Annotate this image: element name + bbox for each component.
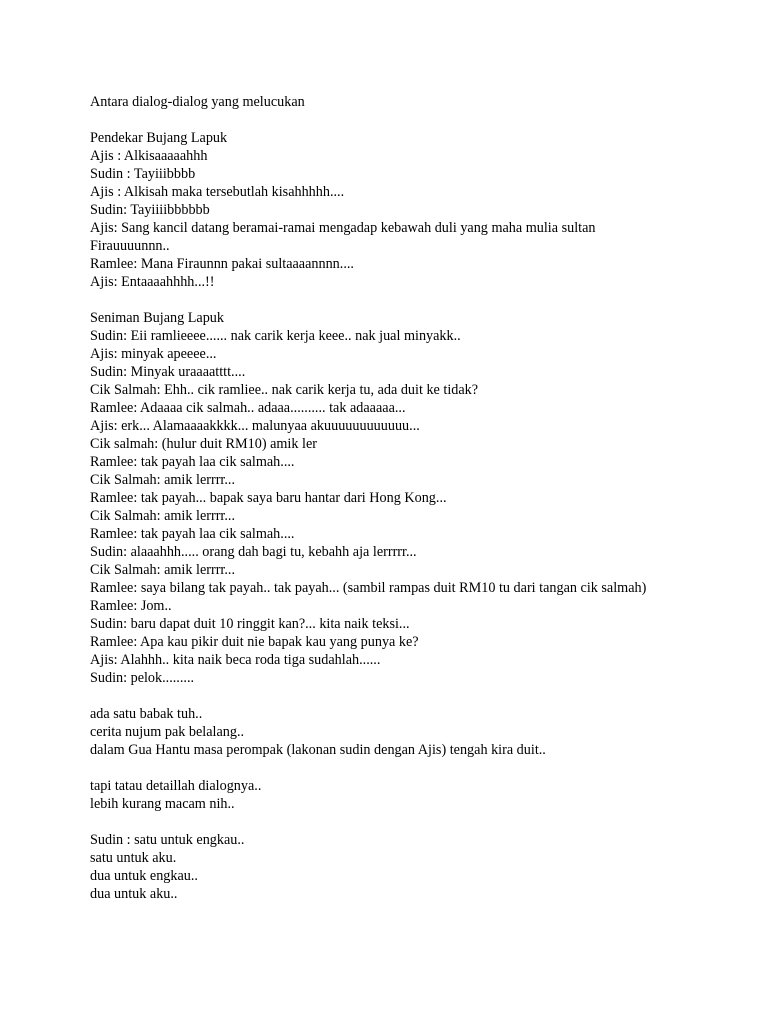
dialog-line: dua untuk aku..	[90, 886, 178, 902]
section-gua-hantu-dialog	[90, 831, 650, 903]
paragraph-gap	[90, 813, 650, 831]
dialog-line: Sudin: Eii ramlieeee...... nak carik kerja keee.. nak jual minyakk..	[90, 328, 461, 344]
dialog-line: Ajis : Alkisah maka tersebutlah kisahhhhh....	[90, 184, 345, 200]
paragraph-gap	[90, 111, 650, 129]
dialog-line: Ramlee: tak payah laa cik salmah....	[90, 526, 295, 542]
dialog-line: Ajis: minyak apeeee...	[90, 346, 217, 362]
section-pendekar-bujang-lapuk	[90, 129, 650, 291]
dialog-line: Sudin : satu untuk engkau..	[90, 832, 245, 848]
dialog-line: Ramlee: saya bilang tak payah.. tak payah... (sambil rampas duit RM10 tu dari tangan cik salmah)	[90, 580, 647, 596]
document-page	[90, 93, 650, 903]
dialog-line: Sudin: Tayiiiibbbbbb	[90, 202, 210, 218]
dialog-line: Sudin : Tayiiibbbb	[90, 166, 196, 182]
dialog-line: Ajis: Entaaaahhhh...!!	[90, 274, 215, 290]
paragraph-gap	[90, 759, 650, 777]
dialog-line: satu untuk aku.	[90, 850, 177, 866]
section-nujum-pak-belalang	[90, 705, 650, 759]
dialog-line: Ramlee: Jom..	[90, 598, 172, 614]
dialog-line: Cik Salmah: amik lerrrr...	[90, 508, 235, 524]
section-heading: Pendekar Bujang Lapuk	[90, 130, 228, 146]
dialog-line: Sudin: baru dapat duit 10 ringgit kan?... kita naik teksi...	[90, 616, 410, 632]
dialog-line: Sudin: Minyak uraaaatttt....	[90, 364, 246, 380]
section-dialog-note	[90, 777, 650, 813]
text-line: lebih kurang macam nih..	[90, 796, 235, 812]
paragraph-gap	[90, 687, 650, 705]
dialog-line: Ajis: Alahhh.. kita naik beca roda tiga sudahlah......	[90, 652, 381, 668]
dialog-line: Cik Salmah: amik lerrrr...	[90, 472, 235, 488]
dialog-line: Cik Salmah: Ehh.. cik ramliee.. nak carik kerja tu, ada duit ke tidak?	[90, 382, 479, 398]
text-line: tapi tatau detaillah dialognya..	[90, 778, 262, 794]
dialog-line: Cik salmah: (hulur duit RM10) amik ler	[90, 436, 317, 452]
dialog-line: Ajis: Sang kancil datang beramai-ramai mengadap kebawah duli yang maha mulia sultan Firauuuunnn..	[90, 220, 596, 254]
document-title: Antara dialog-dialog yang melucukan	[90, 94, 305, 110]
dialog-line: Ramlee: tak payah laa cik salmah....	[90, 454, 295, 470]
text-line: dalam Gua Hantu masa perompak (lakonan sudin dengan Ajis) tengah kira duit..	[90, 742, 546, 758]
dialog-line: dua untuk engkau..	[90, 868, 198, 884]
dialog-line: Ramlee: Adaaaa cik salmah.. adaaa.......... tak adaaaaa...	[90, 400, 406, 416]
dialog-line: Sudin: alaaahhh..... orang dah bagi tu, kebahh aja lerrrrr...	[90, 544, 417, 560]
dialog-line: Cik Salmah: amik lerrrr...	[90, 562, 235, 578]
text-line: cerita nujum pak belalang..	[90, 724, 245, 740]
text-line: ada satu babak tuh..	[90, 706, 203, 722]
dialog-line: Ramlee: Mana Firaunnn pakai sultaaaannnn....	[90, 256, 354, 272]
paragraph-gap	[90, 291, 650, 309]
dialog-line: Ramlee: Apa kau pikir duit nie bapak kau yang punya ke?	[90, 634, 419, 650]
section-seniman-bujang-lapuk	[90, 309, 650, 687]
dialog-line: Ajis: erk... Alamaaaakkkk... malunyaa akuuuuuuuuuuuu...	[90, 418, 420, 434]
dialog-line: Sudin: pelok.........	[90, 670, 195, 686]
section-heading: Seniman Bujang Lapuk	[90, 310, 224, 326]
dialog-line: Ramlee: tak payah... bapak saya baru hantar dari Hong Kong...	[90, 490, 447, 506]
dialog-line: Ajis : Alkisaaaaahhh	[90, 148, 208, 164]
